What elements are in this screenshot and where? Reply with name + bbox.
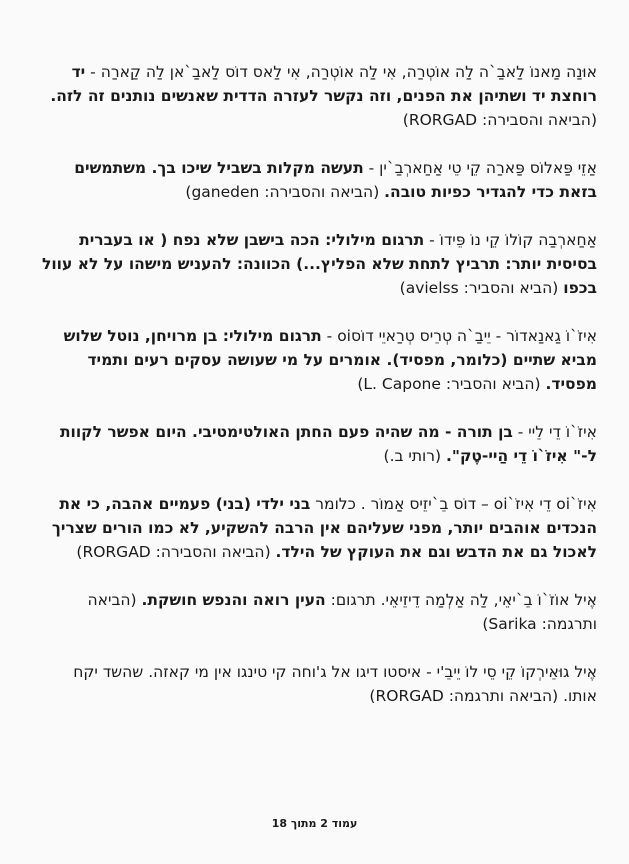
idiom-entry	[40, 156, 597, 204]
idiom-entry	[40, 60, 597, 132]
idiom-text: אֶיל גוּאֵירְקוֹ קֵי סֵי לוֹ יֵיבֵ'י - איסטו דיגו אל ג'וחה קי טינגו אין מי קאזה. שהשד יקח אותו.	[73, 663, 597, 705]
idiom-text: אֶיל אוֹזֹ`וֹ בֵ`יאֵי, לַה אַלְמַה דֵיזֵיאֵי. תרגום:	[325, 591, 597, 609]
idiom-meaning: יד רוחצת יד ושתיהן את הפנים, וזה נקשר לעזרה הדדית שאנשים נותנים זה לזה.	[50, 63, 597, 105]
idiom-text: אִיזֹ`וֹ דֵי לֵיי -	[512, 423, 597, 441]
idiom-entry	[40, 420, 597, 468]
idiom-text: (רותי ב.)	[383, 447, 446, 465]
idiom-text: אַזֵי פַּאלוֹס פַּארַה קֵי טֵי אַחַארְבַ`ין -	[363, 159, 597, 177]
idiom-entry	[40, 492, 597, 564]
idiom-meaning: בני ילדי (בני) פעמיים אהבה, כי את הנכדים אוהבים יותר, מפני שעליהם אין הרבה להשקיע, לא כמו הורים שצריך לאכול גם את הדבש וגם את העוקץ של הילד.	[51, 495, 597, 561]
idiom-text: (הביאה והסבירה: RORGAD)	[402, 111, 597, 129]
idiom-text: אוּנַה מַאנוֹ לַאבַ`ה לַה אוֹטְרַה, אִי לַה אוֹטְרַה, אִי לַאס דוֹס לַאבַ`אן לַה קַארַה -	[85, 63, 597, 81]
idiom-text: (הביאה ותרגמה: Sarika)	[87, 591, 597, 633]
idiom-entry	[40, 228, 597, 300]
idiom-text: אִיזֹ`oi דֵי אִיזֹ`oi – דוֹס בֵ`יזֵיס אַמוֹר . כלומר	[310, 495, 597, 513]
idiom-text: (הביא והסביר: L. Capone)	[357, 375, 546, 393]
idiom-entry	[40, 324, 597, 396]
idiom-text: אַחַארְבַה קוֹלוֹ קֵי נוֹ פֵּידוֹ -	[424, 231, 597, 249]
idiom-text: (הביאה והסבירה: ganeden)	[185, 183, 385, 201]
idiom-meaning: תרגום מילולי: בן מרויחן, נוטל שלוש מביא שתיים (כלומר, מפסיד). אומרים על מי שעושה עסקים רעים ותמיד מפסיד.	[63, 327, 597, 393]
idioms-list	[40, 60, 597, 732]
idiom-meaning: בן תורה - מה שהיה פעם החתן האולטימטיבי. היום אפשר לקוות ל-" אִיזֹ`וֹ דֵי הַיי-טֶק".	[59, 423, 597, 465]
idiom-meaning: תעשה מקלות בשביל שיכו בך. משתמשים בזאת כדי להגדיר כפיות טובה.	[74, 159, 597, 201]
page-number: עמוד 2 מתוך 18	[271, 817, 358, 830]
idiom-meaning: העין רואה והנפש חושקת.	[141, 591, 326, 609]
idiom-text: אִיזֹ`וֹ גַאנַאדוֹר - יֵיבַ`ה טְרֵיס טְרַאיֵי דוֹסoi -	[321, 327, 597, 345]
idiom-text: (הביאה ותרגמה: RORGAD)	[369, 687, 564, 705]
idiom-entry	[40, 588, 597, 636]
idiom-entry	[40, 660, 597, 708]
idiom-meaning: תרגום מילולי: הכה בישבן שלא נפח ( או בעברית בסיסית יותר: תרביץ לתחת שלא הפליץ...) הכוונה: להעניש מישהו על לא עוול בכפו	[41, 231, 597, 297]
idiom-text: (הביאה והסבירה: RORGAD)	[76, 543, 276, 561]
idiom-text: (הביא והסביר: avielss)	[399, 279, 564, 297]
